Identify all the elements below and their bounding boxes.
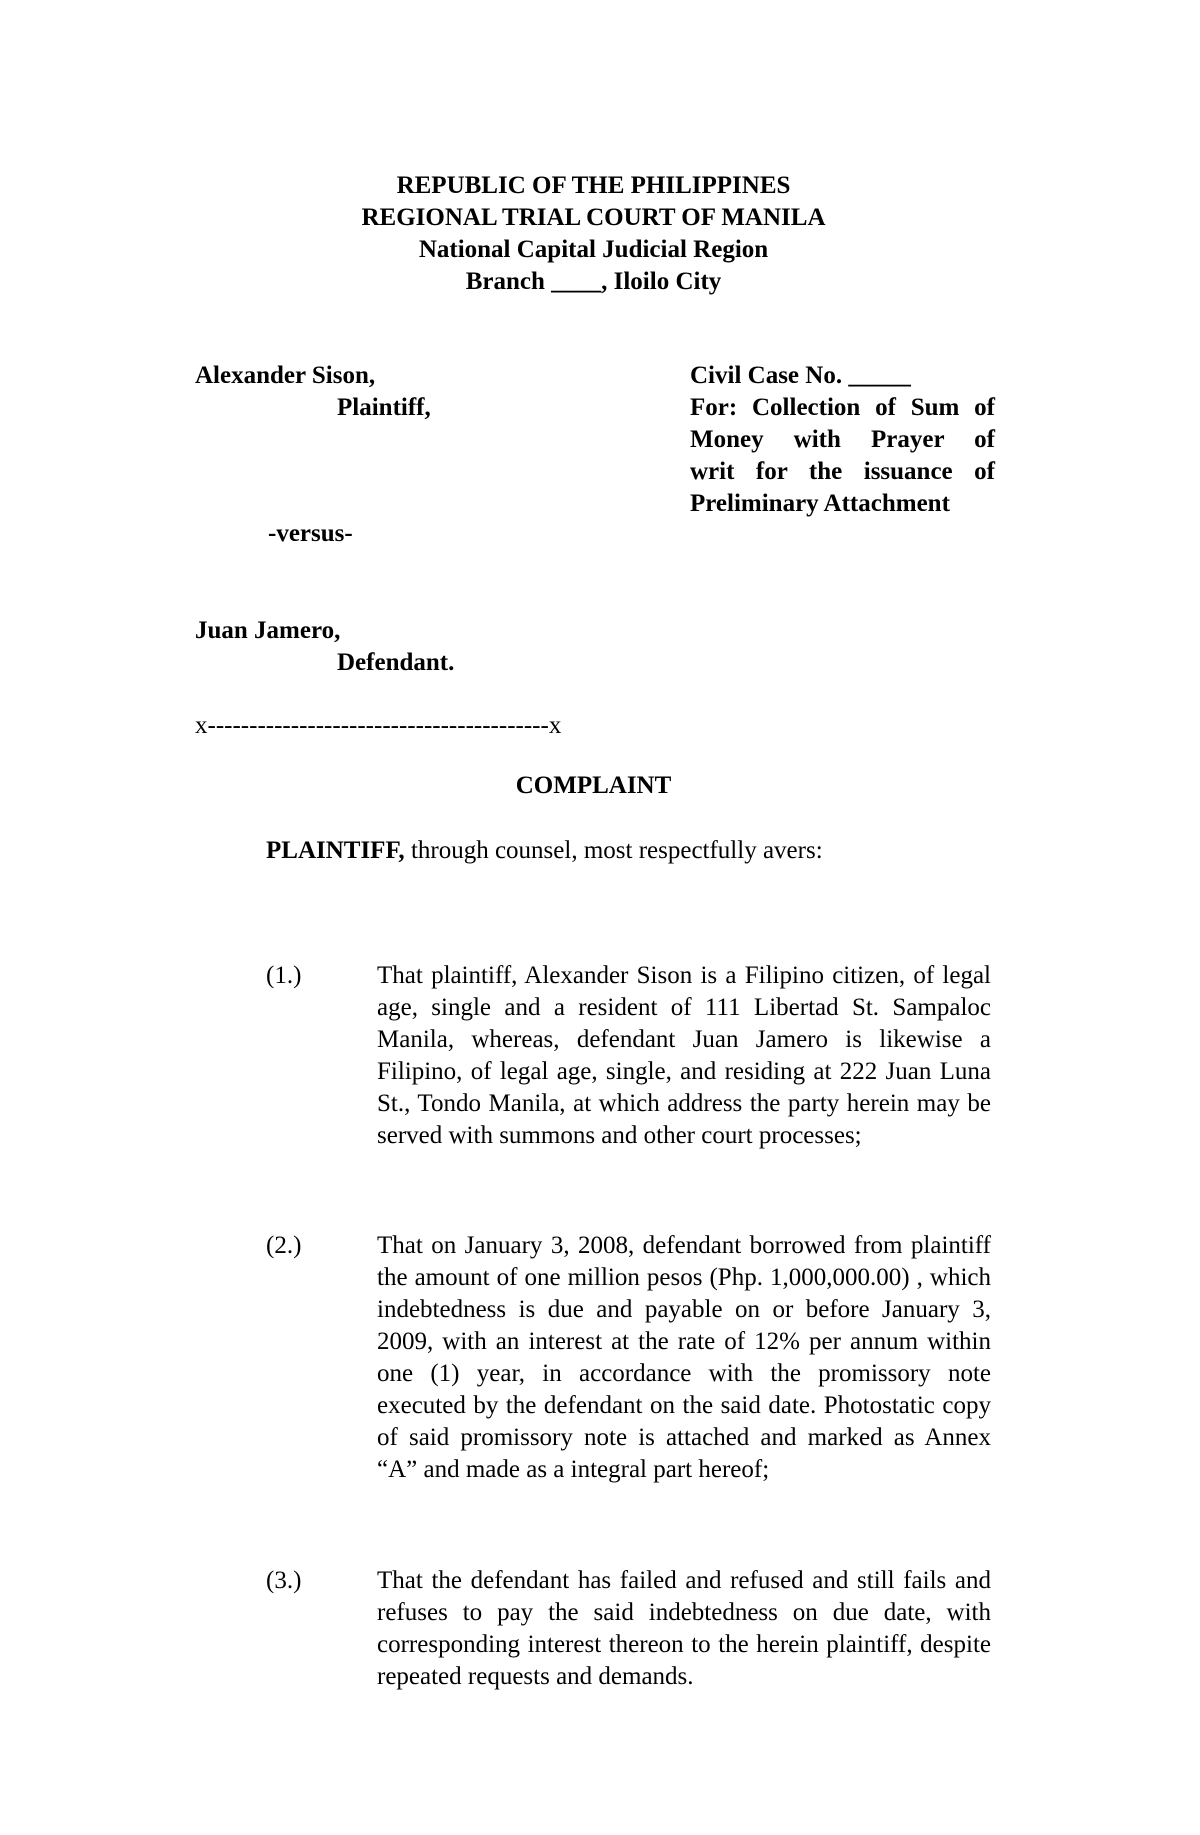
intro-text: through counsel, most respectfully avers: <box>404 837 823 864</box>
header-branch: Branch ____, Iloilo City <box>465 268 722 295</box>
plaintiff-role: Plaintiff, <box>337 394 431 421</box>
court-header <box>0 170 1187 298</box>
case-nature-line-1: For: Collection of Sum of <box>690 394 995 421</box>
plaintiff-name: Alexander Sison, <box>195 362 376 389</box>
header-court: REGIONAL TRIAL COURT OF MANILA <box>361 204 826 231</box>
case-nature-line-2: Money with Prayer of <box>690 426 995 453</box>
document-title: COMPLAINT <box>515 772 672 799</box>
header-republic: REPUBLIC OF THE PHILIPPINES <box>396 172 791 199</box>
case-details <box>690 360 995 520</box>
paragraph-text: That the defendant has failed and refused and still fails and refuses to pay the said indebtedness on due date, with corresponding interest thereon to the herein plaintiff, despite repeated requests and demands. <box>377 1567 991 1690</box>
paragraph-text: That on January 3, 2008, defendant borrowed from plaintiff the amount of one million pesos (Php. 1,000,000.00) , which indebtedness is due and payable on or before January 3, 2009, with an interest at the rate of 12% per annum within one (1) year, in accordance with the promissory note executed by the defendant on the said date. Photostatic copy of said promissory note is attached and marked as Annex “A” and made as a integral part hereof; <box>377 1232 991 1483</box>
case-parties <box>195 360 645 676</box>
caption-separator: x-----------------------------------------x <box>195 712 562 739</box>
paragraph-text: That plaintiff, Alexander Sison is a Filipino citizen, of legal age, single and a resident of 111 Libertad St. Sampaloc Manila, whereas, defendant Juan Jamero is likewise a Filipino, of legal age, single, and residing at 222 Juan Luna St., Tondo Manila, at which address the party herein may be served with summons and other court processes; <box>377 962 991 1149</box>
paragraph-number: (3.) <box>266 1567 302 1594</box>
paragraph-number: (1.) <box>266 962 302 989</box>
intro-party: PLAINTIFF, <box>266 837 405 864</box>
header-region: National Capital Judicial Region <box>418 236 769 263</box>
defendant-role: Defendant. <box>337 649 455 676</box>
case-nature-line-4: Preliminary Attachment <box>690 490 950 517</box>
versus-label: -versus- <box>268 520 353 547</box>
defendant-name: Juan Jamero, <box>195 617 341 644</box>
case-number: Civil Case No. _____ <box>690 362 911 389</box>
intro-statement <box>266 835 823 867</box>
case-nature-line-3: writ for the issuance of <box>690 458 995 485</box>
paragraph-number: (2.) <box>266 1232 302 1259</box>
